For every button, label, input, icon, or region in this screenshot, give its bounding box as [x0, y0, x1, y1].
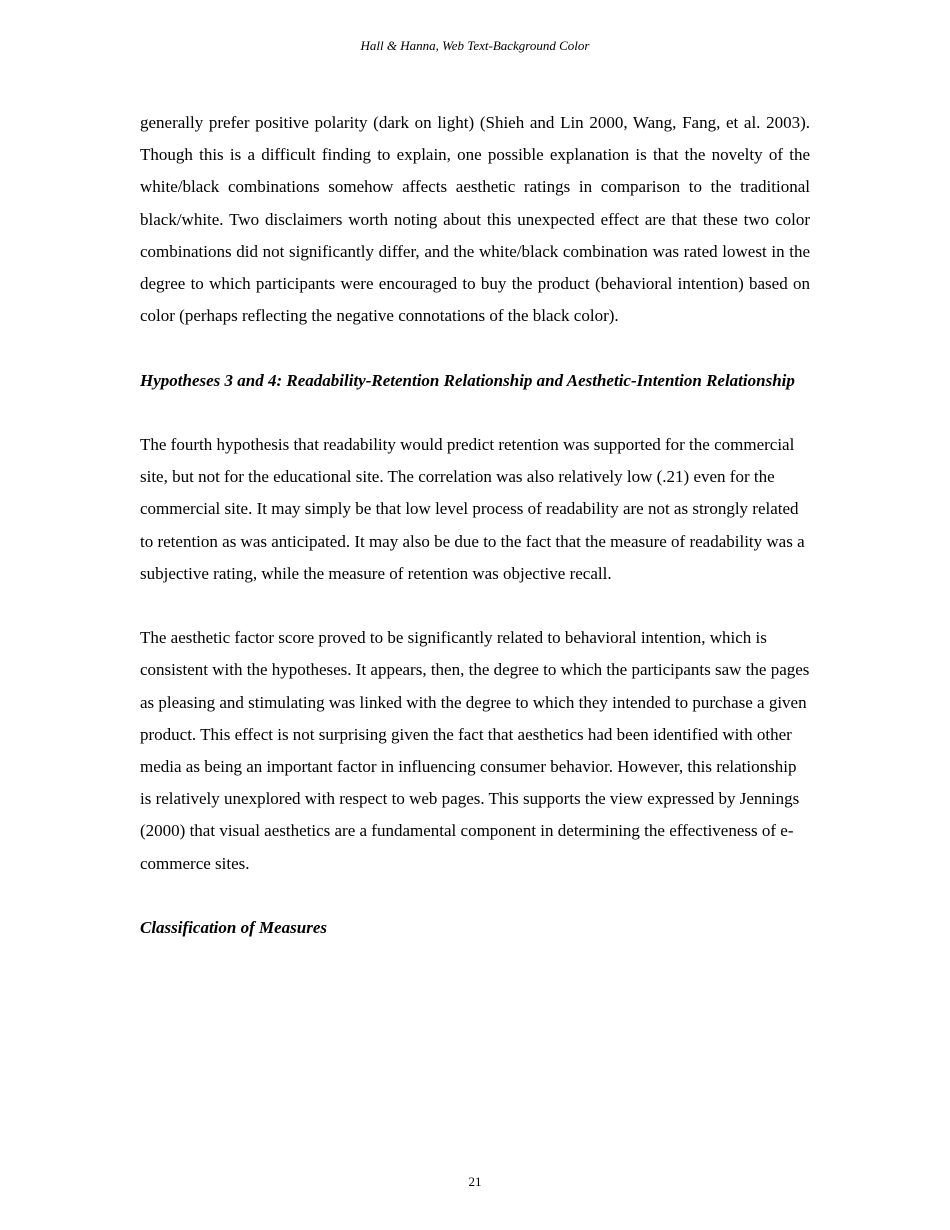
paragraph-readability-retention: The fourth hypothesis that readability would predict retention was supported for the commercial site, but not for the educational site. The correlation was also relatively low (.21) even for the commercial site. It may simply be that low level process of readability are not as strongly related to retention as was anticipated. It may also be due to the fact that the measure of readability was a subjective rating, while the measure of retention was objective recall. — [140, 435, 805, 583]
running-header: Hall & Hanna, Web Text-Background Color — [360, 38, 590, 53]
paragraph-aesthetic-intention: The aesthetic factor score proved to be significantly related to behavioral intention, which is consistent with the hypotheses. It appears, then, the degree to which the participants saw the pages as pleasing and stimulating was linked with the degree to which they intended to purchase a given product. This effect is not surprising given the fact that aesthetics had been identified with other media as being an important factor in influencing consumer behavior. However, this relationship is relatively unexplored with respect to web pages. This supports the view expressed by Jennings (2000) that visual aesthetics are a fundamental component in determining the effectiveness of e-commerce sites. — [140, 628, 810, 873]
page-body — [140, 107, 810, 976]
page-number: 21 — [468, 1174, 482, 1189]
section-heading-hypotheses-3-4: Hypotheses 3 and 4: Readability-Retention Relationship and Aesthetic-Intention Relationship — [140, 370, 795, 390]
paragraph-polarity: generally prefer positive polarity (dark on light) (Shieh and Lin 2000, Wang, Fang, et al. 2003). Though this is a difficult finding to explain, one possible explanation is that the novelty of the white/black combinations somehow affects aesthetic ratings in comparison to the traditional black/white. Two disclaimers worth noting about this unexpected effect are that these two color combinations did not significantly differ, and the white/black combination was rated lowest in the degree to which participants were encouraged to buy the product (behavioral intention) based on color (perhaps reflecting the negative connotations of the black color). — [140, 113, 810, 326]
section-heading-classification-of-measures: Classification of Measures — [140, 918, 328, 938]
